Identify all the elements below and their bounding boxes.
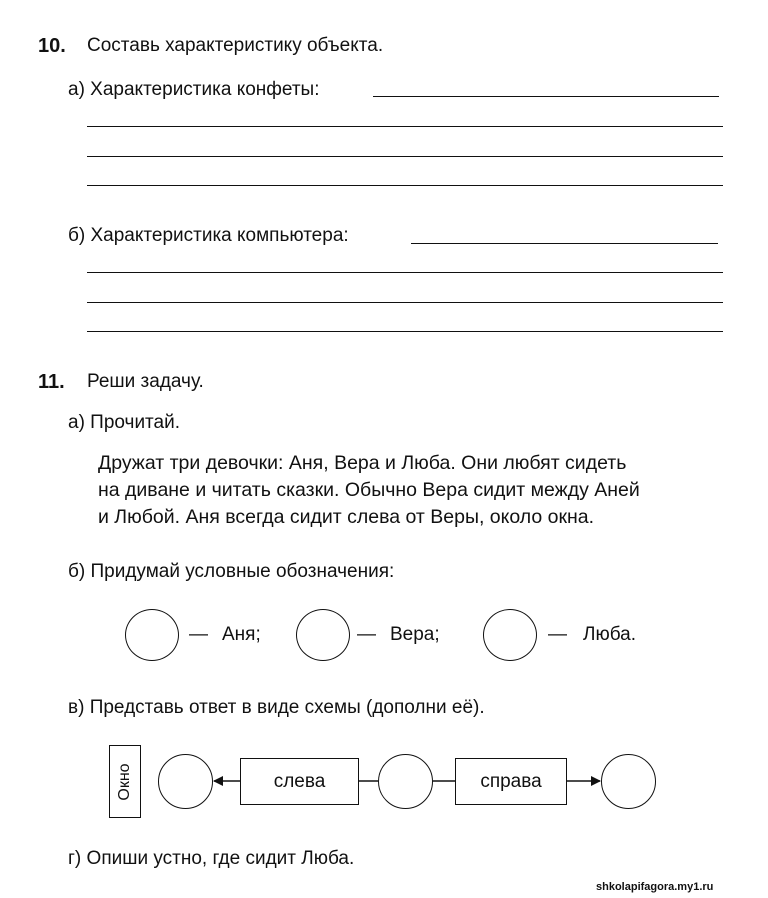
- task-10-number: 10.: [38, 35, 66, 57]
- scheme-box-right-label: справа: [480, 770, 542, 792]
- legend-name-vera: Вера;: [390, 624, 440, 645]
- task-11g-label: г) Опиши устно, где сидит Люба.: [68, 848, 355, 869]
- task-11v-label: в) Представь ответ в виде схемы (дополни её).: [68, 697, 485, 718]
- legend-name-anya: Аня;: [222, 624, 261, 645]
- legend-name-lyuba: Люба.: [583, 624, 637, 645]
- legend-dash: —: [189, 624, 208, 645]
- site-watermark: shkolapifagora.my1.ru: [596, 881, 714, 893]
- task-11b-label: б) Придумай условные обозначения:: [68, 561, 395, 582]
- task-10-title: Составь характеристику объекта.: [87, 35, 384, 56]
- legend-dash: —: [548, 624, 567, 645]
- task-text-line-3: и Любой. Аня всегда сидит слева от Веры, около окна.: [98, 506, 595, 528]
- legend-dash: —: [357, 624, 376, 645]
- window-label: Окно: [116, 762, 133, 801]
- scheme-box-left-label: слева: [273, 770, 326, 792]
- task-10a-label: а) Характеристика конфеты:: [68, 79, 320, 100]
- task-text-line-1: Дружат три девочки: Аня, Вера и Люба. Они любят сидеть: [98, 452, 627, 474]
- task-10b-label: б) Характеристика компьютера:: [68, 225, 349, 246]
- task-text-line-2: на диване и читать сказки. Обычно Вера сидит между Аней: [98, 479, 640, 501]
- task-11-title: Реши задачу.: [87, 371, 204, 392]
- task-11-number: 11.: [38, 371, 65, 393]
- task-11a-label: а) Прочитай.: [68, 412, 181, 433]
